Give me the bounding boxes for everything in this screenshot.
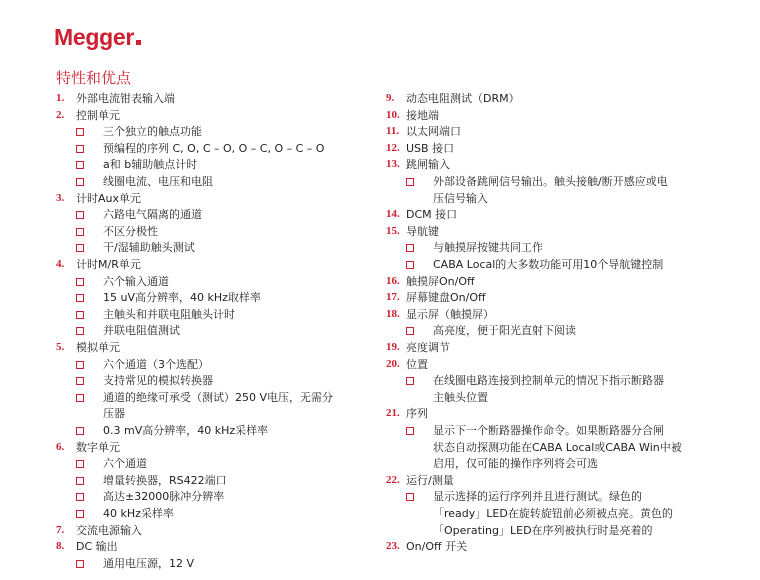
item-label: 位置	[406, 357, 428, 371]
sub-item-text: 与触摸屏按键共同工作	[433, 241, 543, 255]
checkbox-bullet-icon	[76, 294, 84, 302]
checkbox-bullet-icon	[76, 178, 84, 186]
item-number: 9.	[386, 92, 395, 104]
item-number: 13.	[386, 158, 400, 171]
sub-item-text: 预编程的序列 C, O, C – O, O – C, O – C – O	[103, 141, 325, 155]
item-label: 控制单元	[76, 108, 120, 122]
item-number: 14.	[386, 208, 400, 221]
item-number: 19.	[386, 341, 400, 353]
item-number: 4.	[56, 258, 65, 270]
sub-item-text: a和 b辅助触点计时	[103, 158, 198, 172]
item-number: 18.	[386, 307, 400, 320]
item-label: 数字单元	[76, 440, 120, 454]
sub-item-text: 15 uV高分辨率，40 kHz取样率	[103, 291, 261, 305]
checkbox-bullet-icon	[76, 161, 84, 169]
checkbox-bullet-icon	[76, 145, 84, 153]
item-number: 23.	[386, 540, 400, 553]
checkbox-bullet-icon	[406, 327, 414, 335]
checkbox-bullet-icon	[76, 128, 84, 136]
sub-item-text: 高亮度，便于阳光直射下阅读	[433, 324, 576, 338]
item-number: 17.	[386, 291, 400, 304]
item-number: 10.	[386, 108, 400, 121]
sub-item-text: 主触头位置	[433, 390, 488, 404]
checkbox-bullet-icon	[406, 427, 414, 435]
checkbox-bullet-icon	[76, 278, 84, 286]
sub-item-text: 支持常见的模拟转换器	[103, 374, 213, 388]
checkbox-bullet-icon	[76, 460, 84, 468]
logo-text: Megger	[54, 24, 134, 50]
item-label: 触摸屏On/Off	[406, 274, 475, 288]
item-number: 12.	[386, 141, 400, 154]
sub-item-text: 通用电压源，12 V	[103, 556, 195, 570]
item-number: 21.	[386, 407, 400, 420]
item-label: 以太网端口	[406, 125, 461, 139]
sub-item-text: 显示选择的运行序列并且进行测试。绿色的	[433, 490, 642, 504]
item-number: 7.	[56, 523, 65, 536]
checkbox-bullet-icon	[406, 261, 414, 269]
sub-item-text: 显示下一个断路器操作命令。如果断路器分合闸	[433, 424, 664, 437]
sub-item-text: 六个输入通道	[103, 274, 169, 288]
item-number: 20.	[386, 357, 400, 370]
sub-item-text: 六个通道（3个选配）	[103, 357, 209, 371]
sub-item-text: 主触头和并联电阻触头计时	[103, 307, 235, 321]
item-label: 亮度调节	[406, 341, 450, 354]
sub-item-text: 0.3 mV高分辨率，40 kHz采样率	[103, 424, 269, 437]
item-label: DC 输出	[76, 540, 118, 554]
sub-item-text: 增量转换器，RS422端口	[103, 473, 227, 487]
checkbox-bullet-icon	[76, 244, 84, 252]
sub-item-text: 三个独立的触点功能	[103, 125, 202, 139]
sub-item-text: 干/湿辅助触头测试	[103, 241, 195, 255]
item-label: 外部电流钳表输入端	[76, 92, 175, 105]
checkbox-bullet-icon	[76, 394, 84, 402]
sub-item-text: 外部设备跳闸信号输出。触头接触/断开感应或电	[433, 175, 668, 188]
checkbox-bullet-icon	[76, 361, 84, 369]
checkbox-bullet-icon	[406, 493, 414, 501]
sub-item-text: 压器	[103, 407, 125, 421]
sub-item-text: 启用，仅可能的操作序列将会可选	[433, 457, 598, 471]
sub-item-text: 「ready」LED在旋转旋钮前必须被点亮。黄色的	[433, 507, 673, 520]
checkbox-bullet-icon	[406, 377, 414, 385]
sub-item-text: 通道的绝缘可承受（测试）250 V电压，无需分	[103, 390, 334, 404]
item-label: On/Off 开关	[406, 540, 468, 554]
sub-item-text: CABA Local的大多数功能可用10个导航键控制	[433, 258, 664, 271]
item-label: 交流电源输入	[76, 523, 142, 537]
sub-item-text: 不区分极性	[103, 224, 158, 238]
item-number: 22.	[386, 473, 400, 486]
checkbox-bullet-icon	[76, 228, 84, 236]
item-label: 运行/测量	[406, 473, 454, 487]
checkbox-bullet-icon	[76, 493, 84, 501]
item-label: 导航键	[406, 224, 439, 238]
item-label: 显示屏（触摸屏）	[406, 307, 494, 321]
item-number: 1.	[56, 92, 65, 104]
sub-item-text: 线圈电流、电压和电阻	[103, 175, 213, 188]
checkbox-bullet-icon	[76, 510, 84, 518]
checkbox-bullet-icon	[76, 211, 84, 219]
item-number: 16.	[386, 274, 400, 287]
sub-item-text: 40 kHz采样率	[103, 507, 174, 520]
item-number: 2.	[56, 108, 65, 121]
sub-item-text: 并联电阻值测试	[103, 324, 180, 338]
checkbox-bullet-icon	[76, 327, 84, 335]
checkbox-bullet-icon	[76, 560, 84, 568]
item-number: 11.	[386, 125, 400, 138]
item-label: 模拟单元	[76, 341, 120, 354]
item-number: 8.	[56, 540, 65, 553]
sub-item-text: 在线圈电路连接到控制单元的情况下指示断路器	[433, 374, 664, 388]
item-label: 计时M/R单元	[76, 258, 141, 271]
item-label: 序列	[406, 407, 428, 421]
item-label: 计时Aux单元	[76, 191, 142, 205]
item-label: 跳闸输入	[406, 158, 450, 172]
checkbox-bullet-icon	[406, 244, 414, 252]
checkbox-bullet-icon	[76, 477, 84, 485]
item-label: 屏幕键盘On/Off	[406, 291, 486, 305]
sub-item-text: 六个通道	[103, 457, 147, 471]
item-number: 6.	[56, 440, 65, 453]
sub-item-text: 「Operating」LED在序列被执行时是亮着的	[433, 523, 653, 537]
checkbox-bullet-icon	[76, 311, 84, 319]
sub-item-text: 六路电气隔离的通道	[103, 208, 202, 222]
item-number: 15.	[386, 224, 400, 237]
section-heading: 特性和优点	[56, 69, 132, 87]
sub-item-text: 状态自动探测功能在CABA Local或CABA Win中被	[433, 440, 682, 454]
item-label: DCM 接口	[406, 208, 458, 222]
checkbox-bullet-icon	[76, 427, 84, 435]
checkbox-bullet-icon	[76, 377, 84, 385]
megger-logo	[54, 24, 141, 51]
item-label: 动态电阻测试（DRM）	[406, 92, 520, 105]
item-label: USB 接口	[406, 141, 455, 155]
logo-dot	[136, 40, 141, 45]
checkbox-bullet-icon	[406, 178, 414, 186]
sub-item-text: 高达±32000脉冲分辨率	[103, 490, 225, 504]
item-number: 3.	[56, 191, 65, 204]
item-label: 接地端	[406, 108, 439, 122]
item-number: 5.	[56, 341, 65, 353]
sub-item-text: 压信号输入	[433, 191, 488, 205]
